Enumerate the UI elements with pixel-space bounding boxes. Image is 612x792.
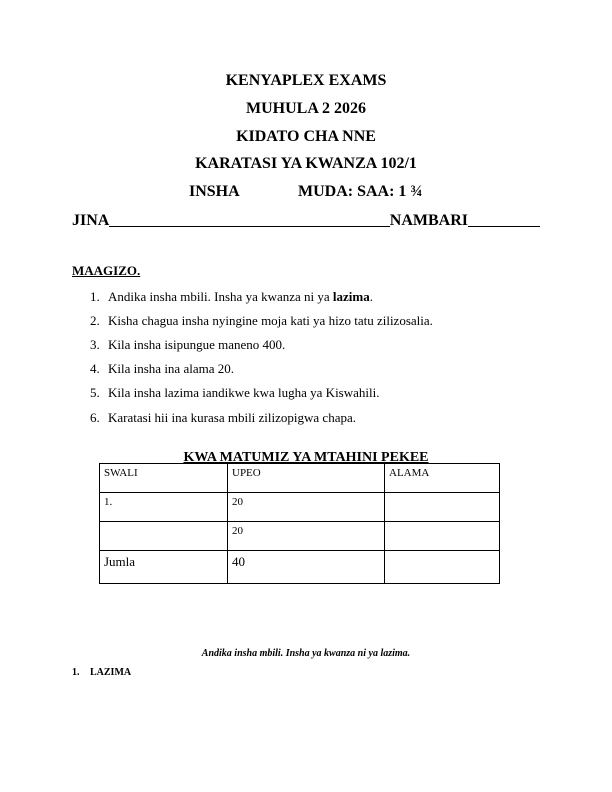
table-header-row [100,464,500,493]
cell-upeo: 20 [228,522,385,551]
header-alama: ALAMA [385,464,500,493]
cell-alama[interactable] [385,493,500,522]
jina-field[interactable] [109,226,389,227]
instruction-item [90,410,356,426]
instruction-number: 1. [90,289,100,304]
question-title: LAZIMA [90,667,132,678]
instruction-number: 3. [90,337,100,352]
jina-label: JINA [72,212,110,229]
name-number-row [72,212,540,230]
nambari-field[interactable] [468,226,540,227]
marks-table [99,463,500,584]
table-row [100,522,500,551]
instruction-end: . [369,289,373,304]
marks-table-title: KWA MATUMIZ YA MTAHINI PEKEE [183,450,429,465]
duration-label: MUDA: SAA: 1 ¾ [298,183,423,200]
instructions-title: MAAGIZO. [72,263,141,278]
cell-swali: 1. [100,493,228,522]
instruction-bold: lazima [332,289,370,304]
subject-label: INSHA [189,183,240,200]
paper-title: KARATASI YA KWANZA 102/1 [195,155,417,172]
school-name: KENYAPLEX EXAMS [225,72,387,89]
exam-form: KIDATO CHA NNE [236,128,376,145]
instruction-number: 2. [90,313,100,328]
instruction-item [90,385,379,401]
instruction-item [90,361,234,377]
instruction-text: Andika insha mbili. Insha ya kwanza ni ya [108,289,333,304]
cell-jumla: Jumla [100,551,228,584]
header-swali: SWALI [100,464,228,493]
table-total-row [100,551,500,584]
cell-total-alama[interactable] [385,551,500,584]
instruction-item [90,313,433,329]
instruction-text: Kila insha lazima iandikwe kwa lugha ya Kiswahili. [108,385,380,400]
question-1-heading [72,667,131,678]
body-instruction: Andika insha mbili. Insha ya kwanza ni ya lazima. [201,648,411,659]
cell-total-upeo: 40 [228,551,385,584]
instruction-number: 5. [90,385,100,400]
instruction-number: 4. [90,361,100,376]
exam-term: MUHULA 2 2026 [246,100,366,117]
nambari-label: NAMBARI [389,212,468,229]
cell-alama[interactable] [385,522,500,551]
instruction-text: Kisha chagua insha nyingine moja kati ya hizo tatu zilizosalia. [108,313,433,328]
instruction-text: Kila insha isipungue maneno 400. [108,337,286,352]
instruction-text: Kila insha ina alama 20. [108,361,234,376]
instruction-item [90,289,373,305]
header-upeo: UPEO [228,464,385,493]
table-row [100,493,500,522]
cell-swali [100,522,228,551]
instruction-number: 6. [90,410,100,425]
instruction-text: Karatasi hii ina kurasa mbili zilizopigwa chapa. [108,410,356,425]
cell-upeo: 20 [228,493,385,522]
instruction-item [90,337,285,353]
question-number: 1. [72,667,80,678]
